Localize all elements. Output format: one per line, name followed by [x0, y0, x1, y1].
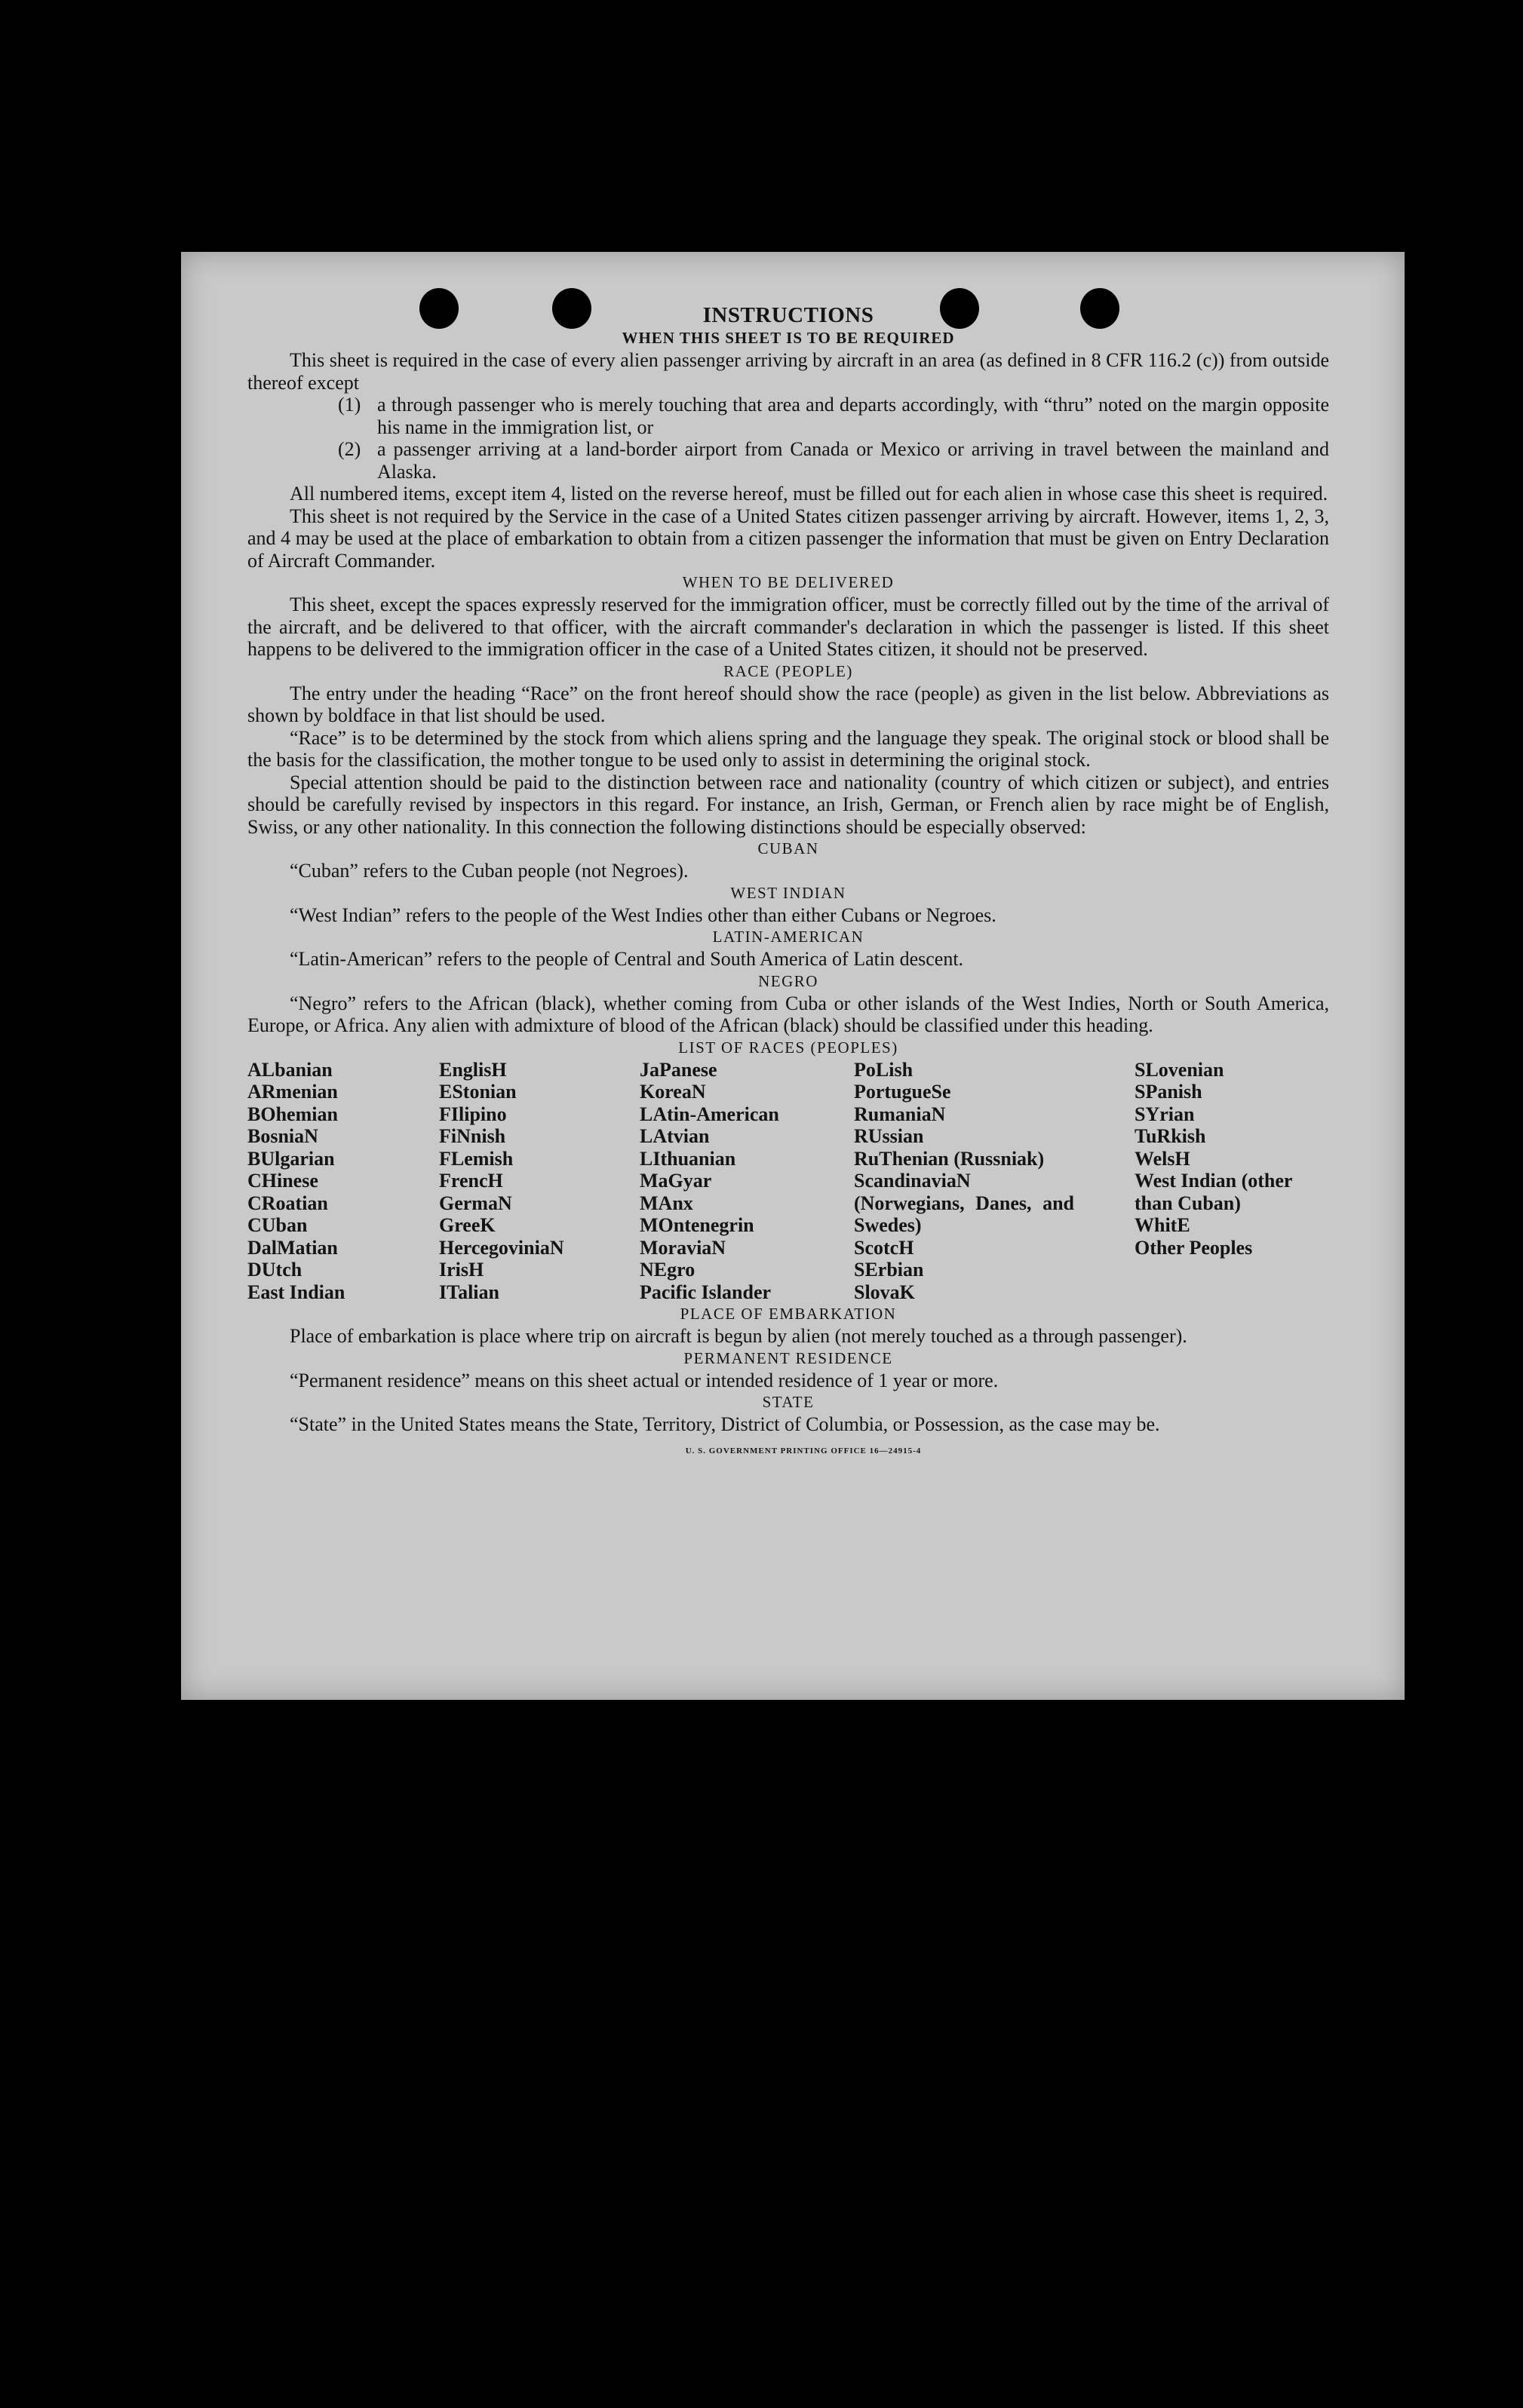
race-entry: EnglisH — [439, 1058, 507, 1081]
race-entry: IrisH — [439, 1259, 484, 1281]
race-entry: TuRkish — [1135, 1125, 1206, 1147]
numbered-item — [247, 394, 1329, 438]
races-list — [247, 1059, 1329, 1304]
race-entry: LIthuanian — [640, 1147, 736, 1170]
race-entry: MAnx — [640, 1192, 693, 1214]
race-entry: HercegoviniaN — [439, 1236, 564, 1259]
heading-when-required: WHEN THIS SHEET IS TO BE REQUIRED — [622, 329, 955, 347]
heading-place-of-embarkation: PLACE OF EMBARKATION — [680, 1305, 897, 1323]
race-entry: CUban — [247, 1214, 308, 1236]
race-entry: WelsH — [1135, 1147, 1190, 1170]
race-entry — [854, 1170, 1074, 1237]
heading-race: RACE (PEOPLE) — [723, 661, 853, 680]
item-text: a through passenger who is merely touching that area and departs accordingly, with “thru” noted on the margin opposite his name in the immigration list, or — [377, 394, 1329, 438]
races-column-2 — [439, 1059, 640, 1304]
paragraph-embarkation: Place of embarkation is place where trip on aircraft is begun by alien (not merely touched as a through passenger). — [290, 1325, 1187, 1347]
race-entry: FrencH — [439, 1170, 503, 1192]
race-entry: CRoatian — [247, 1192, 328, 1214]
heading-permanent-residence: PERMANENT RESIDENCE — [683, 1348, 893, 1367]
races-column-3 — [640, 1059, 854, 1304]
races-column-5 — [1135, 1059, 1329, 1304]
heading-list-of-races: LIST OF RACES (PEOPLES) — [678, 1038, 898, 1057]
race-entry: FiNnish — [439, 1125, 506, 1147]
race-entry: ITalian — [439, 1281, 499, 1303]
paragraph-numbered-items: All numbered items, except item 4, listed on the reverse hereof, must be filled out for each alien in whose case this sheet is required. — [290, 483, 1328, 505]
race-entry: Pacific Islander — [640, 1281, 772, 1303]
race-entry: ARmenian — [247, 1081, 338, 1103]
numbered-item — [247, 438, 1329, 483]
paragraph-delivered: This sheet, except the spaces expressly reserved for the immigration officer, must be correctly filled out by the time of the arrival of the aircraft, and be delivered to that officer, with the aircraft commander's declaration in which the passenger is listed. If this sheet happens to be delivered to the immigration officer in the case of a United States citizen, it should not be preserved. — [247, 594, 1329, 660]
paragraph-cuban: “Cuban” refers to the Cuban people (not Negroes). — [290, 860, 689, 882]
paragraph-residence: “Permanent residence” means on this sheet actual or intended residence of 1 year or more. — [290, 1369, 999, 1391]
races-column-4 — [854, 1059, 1135, 1304]
heading-cuban: CUBAN — [757, 839, 819, 857]
race-entry: MoraviaN — [640, 1236, 726, 1259]
race-entry: RuThenian (Russniak) — [854, 1147, 1045, 1170]
race-entry: DUtch — [247, 1259, 302, 1281]
heading-state: STATE — [762, 1393, 815, 1411]
race-entry: SPanish — [1135, 1081, 1202, 1103]
paragraph-race-entry: The entry under the heading “Race” on the front hereof should show the race (people) as given in the list below. Abbreviations as shown by boldface in that list should be used. — [247, 682, 1329, 726]
paragraph-race-nationality: Special attention should be paid to the distinction between race and nationality (country of which citizen or subject), and entries should be carefully revised by inspectors in this regard. For instance, an Irish, German, or French alien by race might be of English, Swiss, or any other nationality. In this connection the following distinctions should be especially observed: — [247, 771, 1329, 838]
race-entry: NEgro — [640, 1259, 695, 1281]
race-entry: EStonian — [439, 1081, 517, 1103]
race-entry: GreeK — [439, 1214, 496, 1236]
page-title: INSTRUCTIONS — [702, 303, 874, 327]
paragraph-race-stock: “Race” is to be determined by the stock from which aliens spring and the language they speak. The original stock or blood shall be the basis for the classification, the mother tongue to be used only to assist in determining the original stock. — [247, 726, 1329, 771]
race-entry: BosniaN — [247, 1125, 318, 1147]
item-number: (1) — [338, 394, 361, 416]
race-entry: MaGyar — [640, 1170, 712, 1192]
race-entry: BUlgarian — [247, 1147, 335, 1170]
race-entry: GermaN — [439, 1192, 512, 1214]
paragraph-latin-american: “Latin-American” refers to the people of Central and South America of Latin descent. — [290, 948, 964, 970]
paragraph-citizen: This sheet is not required by the Service in the case of a United States citizen passenger arriving by aircraft. However, items 1, 2, 3, and 4 may be used at the place of embarkation to obtain from a citizen passenger the information that must be given on Entry Declaration of Aircraft Commander. — [247, 505, 1329, 572]
race-entry: FLemish — [439, 1147, 514, 1170]
race-entry: LAtvian — [640, 1125, 710, 1147]
item-number: (2) — [338, 438, 361, 460]
race-entry: SYrian — [1135, 1103, 1195, 1125]
race-entry: RUssian — [854, 1125, 924, 1147]
race-entry: MOntenegrin — [640, 1214, 754, 1236]
instruction-sheet — [181, 252, 1405, 1700]
race-entry: WhitE — [1135, 1214, 1190, 1236]
race-entry-text: ScandinaviaN (Norwegians, Danes, and Swedes) — [854, 1170, 1074, 1236]
race-entry: BOhemian — [247, 1103, 338, 1125]
race-entry: PortugueSe — [854, 1081, 951, 1103]
race-entry: ScotcH — [854, 1236, 914, 1259]
race-entry: SlovaK — [854, 1281, 915, 1303]
printing-office-footer: U. S. GOVERNMENT PRINTING OFFICE 16—24915-4 — [685, 1446, 922, 1456]
races-column-1 — [247, 1059, 439, 1304]
race-entry: PoLish — [854, 1058, 913, 1081]
race-entry: JaPanese — [640, 1058, 717, 1081]
item-text: a passenger arriving at a land-border airport from Canada or Mexico or arriving in travel between the mainland and Alaska. — [377, 438, 1329, 483]
race-entry: Other Peoples — [1135, 1236, 1253, 1259]
race-entry: RumaniaN — [854, 1103, 946, 1125]
paragraph-west-indian: “West Indian” refers to the people of the West Indies other than either Cubans or Negroes. — [290, 903, 996, 926]
paragraph-negro: “Negro” refers to the African (black), whether coming from Cuba or other islands of the West Indies, North or South America, Europe, or Africa. Any alien with admixture of blood of the African (black) should be classified under this heading. — [247, 992, 1329, 1036]
race-entry: LAtin-American — [640, 1103, 779, 1125]
race-entry: SLovenian — [1135, 1058, 1224, 1081]
race-entry: CHinese — [247, 1170, 318, 1192]
heading-latin-american: LATIN-AMERICAN — [712, 928, 864, 946]
heading-negro: NEGRO — [758, 971, 818, 990]
race-entry: KoreaN — [640, 1081, 706, 1103]
paragraph-state: “State” in the United States means the State, Territory, District of Columbia, or Possession, as the case may be. — [290, 1413, 1160, 1435]
race-entry: East Indian — [247, 1281, 345, 1303]
race-entry: DalMatian — [247, 1236, 338, 1259]
race-entry: ALbanian — [247, 1058, 333, 1081]
heading-west-indian: WEST INDIAN — [730, 883, 846, 902]
instructions-content — [247, 303, 1329, 1462]
paragraph-required: This sheet is required in the case of every alien passenger arriving by aircraft in an area (as defined in 8 CFR 116.2 (c)) from outside thereof except — [247, 349, 1329, 394]
heading-when-delivered: WHEN TO BE DELIVERED — [682, 573, 895, 591]
race-entry: West Indian (other than Cuban) — [1135, 1170, 1292, 1214]
race-entry: SErbian — [854, 1259, 924, 1281]
race-entry: FIlipino — [439, 1103, 507, 1125]
